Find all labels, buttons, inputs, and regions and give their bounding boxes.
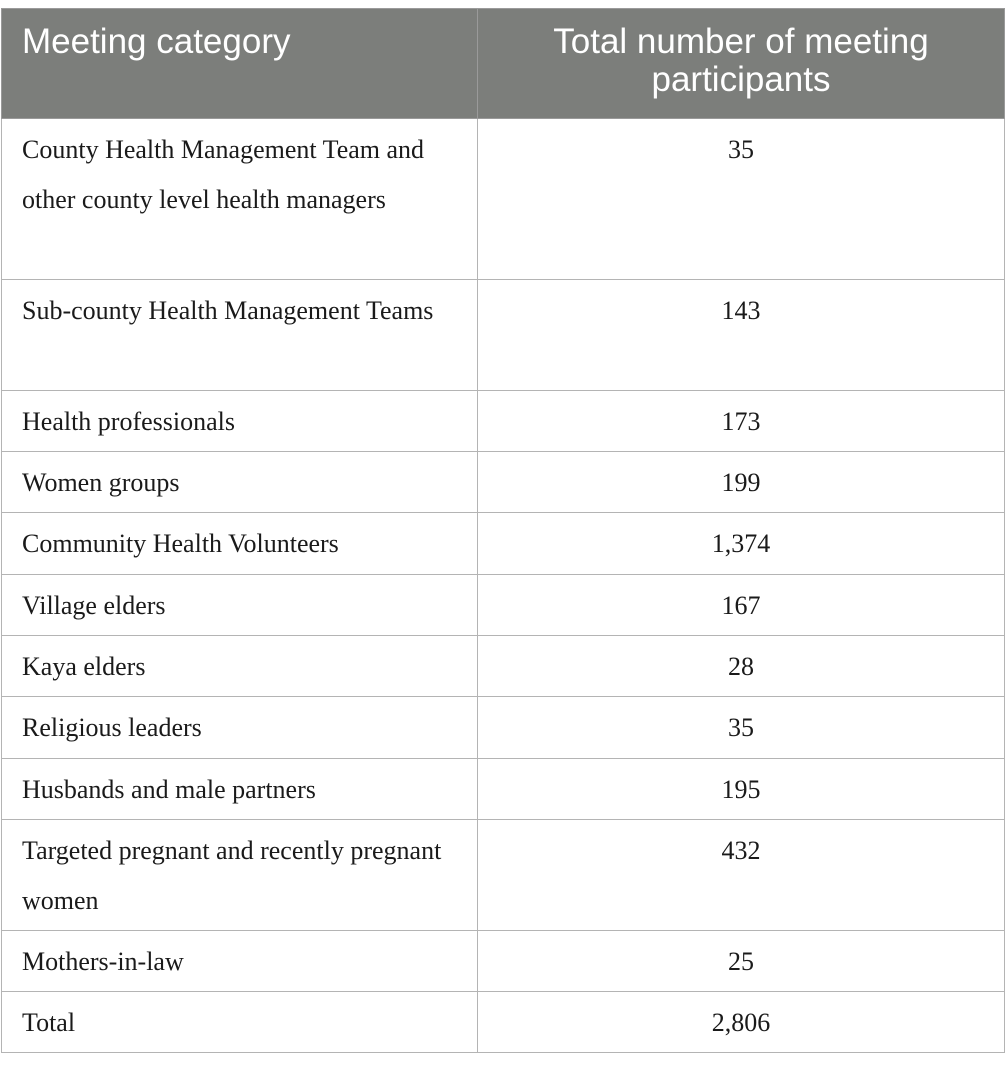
table-row [2,820,1005,931]
category-cell: Mothers-in-law [2,931,478,992]
table-body [2,119,1005,1053]
participants-table [1,8,1005,1053]
total-cell: 25 [478,931,1005,992]
total-cell: 167 [478,575,1005,636]
table-row [2,513,1005,575]
header-meeting-category: Meeting category [2,9,478,119]
category-cell: Kaya elders [2,636,478,697]
table-header [2,9,1005,119]
table-row [2,391,1005,452]
header-total-participants: Total number of meeting participants [478,9,1005,119]
total-cell: 143 [478,280,1005,391]
table-row [2,636,1005,697]
category-cell: Religious leaders [2,697,478,759]
total-cell: 35 [478,697,1005,759]
table-row [2,119,1005,280]
category-cell: Husbands and male partners [2,759,478,820]
total-cell: 2,806 [478,992,1005,1053]
total-cell: 195 [478,759,1005,820]
total-cell: 199 [478,452,1005,513]
table-row [2,931,1005,992]
total-cell: 173 [478,391,1005,452]
category-cell: Sub-county Health Management Teams [2,280,478,391]
total-cell: 35 [478,119,1005,280]
header-row [2,9,1005,119]
total-cell: 1,374 [478,513,1005,575]
table-row [2,697,1005,759]
category-cell: Community Health Volunteers [2,513,478,575]
table-row-total [2,992,1005,1053]
category-cell: Total [2,992,478,1053]
participants-table-container [1,8,1004,1053]
category-cell: County Health Management Team and other county level health managers [2,119,478,280]
category-cell: Targeted pregnant and recently pregnant women [2,820,478,931]
category-cell: Health professionals [2,391,478,452]
table-row [2,452,1005,513]
category-cell: Women groups [2,452,478,513]
category-cell: Village elders [2,575,478,636]
table-row [2,759,1005,820]
total-cell: 432 [478,820,1005,931]
table-row [2,280,1005,391]
table-row [2,575,1005,636]
total-cell: 28 [478,636,1005,697]
